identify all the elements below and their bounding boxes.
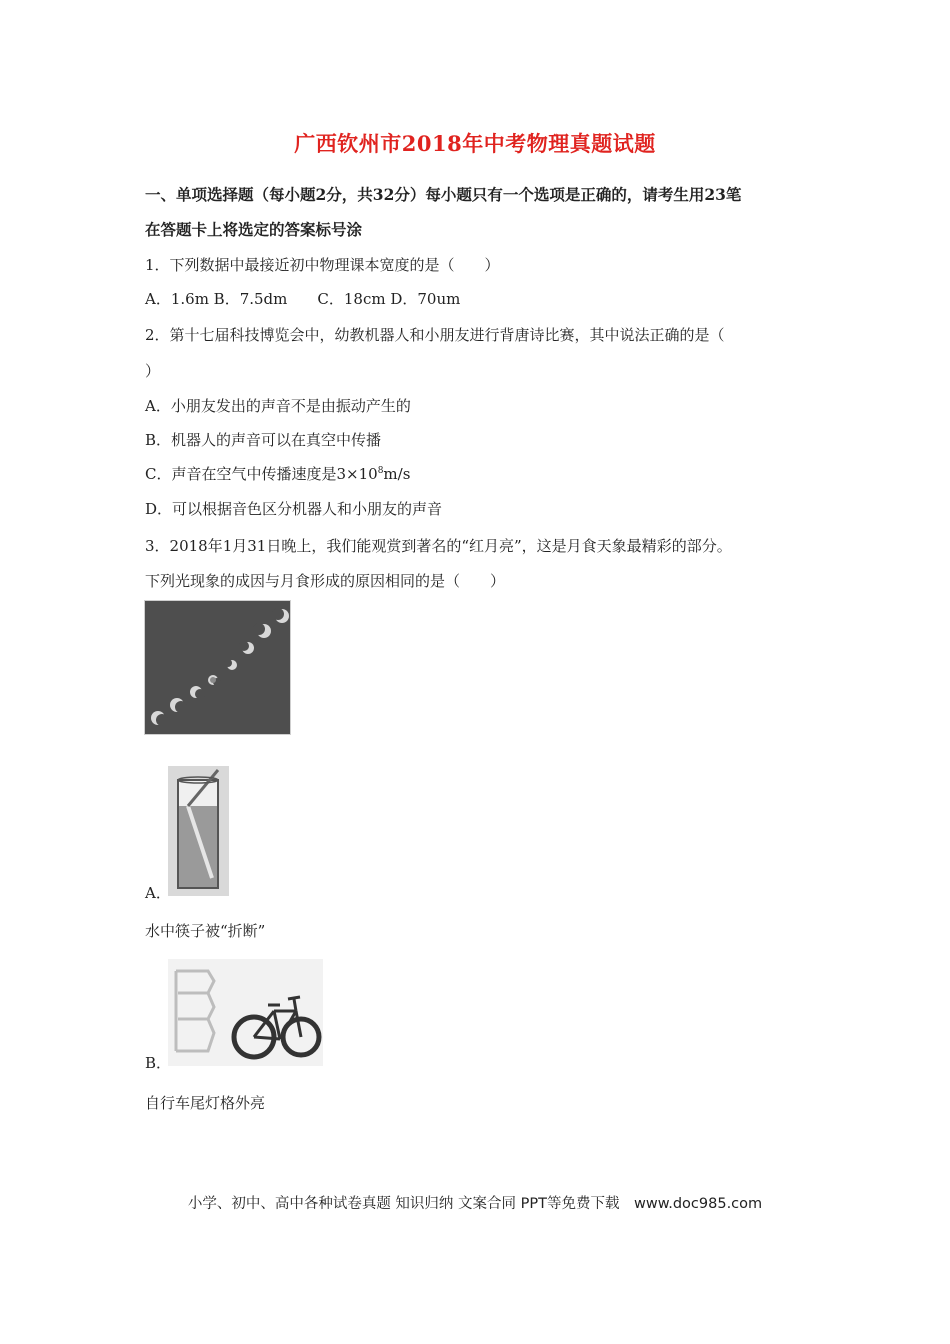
question-1-stem: 1．下列数据中最接近初中物理课本宽度的是（ ）: [145, 256, 500, 274]
document-title: 广西钦州市2018年中考物理真题试题: [294, 131, 656, 156]
page-footer: 小学、初中、高中各种试卷真题 知识归纳 文案合同 PPT等免费下载 www.doc985.com: [187, 1196, 763, 1212]
section-heading-line2: 在答题卡上将选定的答案标号涂: [145, 220, 363, 239]
option-c-unit: m/s: [383, 465, 411, 483]
question-2-option-b: B．机器人的声音可以在真空中传播: [145, 431, 382, 449]
question-3-stem-line2: 下列光现象的成因与月食形成的原因相同的是（ ）: [145, 572, 506, 590]
question-1-options: A．1.6m B．7.5dm C．18cm D．70um: [145, 290, 461, 308]
question-3-option-a-caption: 水中筷子被“折断”: [145, 922, 266, 940]
question-3-option-b-label: B．: [145, 1054, 172, 1072]
question-3-stem-line1: 3．2018年1月31日晚上，我们能观赏到著名的“红月亮”，这是月食天象最精彩的部分。: [145, 537, 732, 555]
option-c-text: C．声音在空气中传播速度是3×10: [145, 465, 378, 483]
question-2-stem-line2: ）: [145, 362, 161, 380]
lunar-eclipse-image: [144, 600, 291, 735]
glass-chopstick-image: [168, 766, 229, 896]
question-2-option-d: D．可以根据音色区分机器人和小朋友的声音: [145, 500, 443, 518]
question-2-option-c: [145, 463, 410, 484]
question-2-stem-line1: 2．第十七届科技博览会中，幼教机器人和小朋友进行背唐诗比赛，其中说法正确的是（: [145, 326, 725, 344]
option-c-exponent: 8: [377, 466, 384, 476]
section-heading-line1: 一、单项选择题（每小题2分，共32分）每小题只有一个选项是正确的，请考生用23笔: [145, 185, 742, 204]
bicycle-reflector-image: [168, 959, 323, 1066]
question-3-option-b-caption: 自行车尾灯格外亮: [145, 1094, 266, 1112]
question-3-option-a-label: A．: [145, 884, 171, 902]
question-2-option-a: A．小朋友发出的声音不是由振动产生的: [145, 397, 411, 415]
